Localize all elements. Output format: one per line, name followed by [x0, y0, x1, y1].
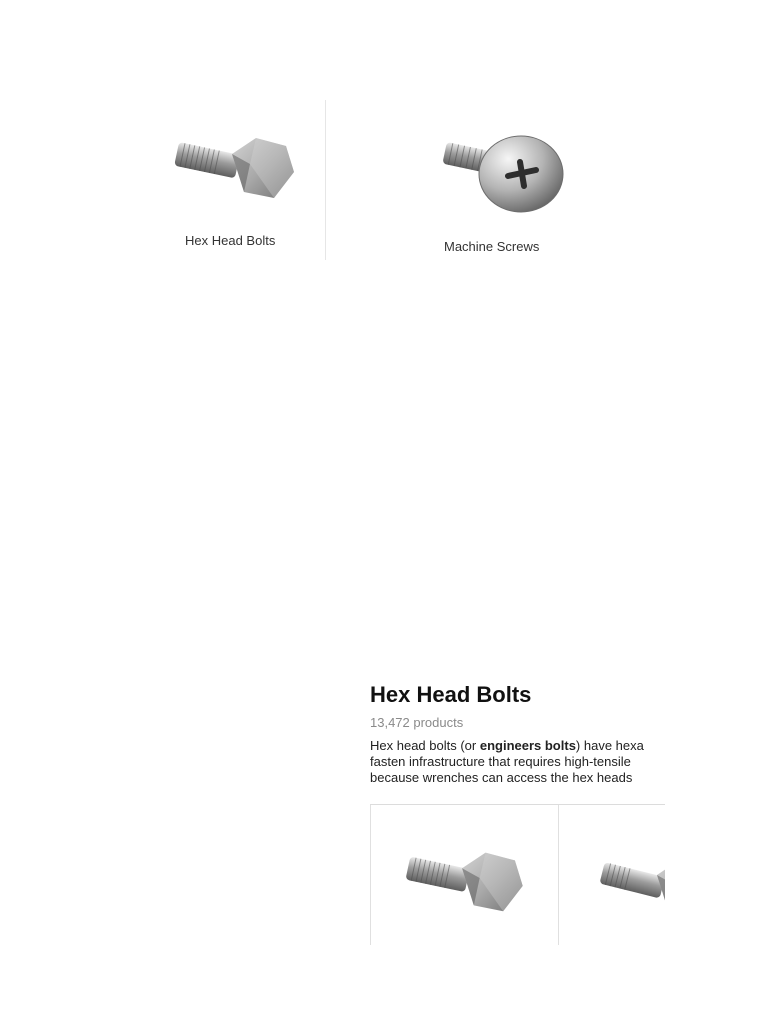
product-card[interactable] [558, 805, 665, 945]
product-grid [370, 804, 665, 945]
product-count: 13,472 products [370, 715, 464, 730]
description-line-3: because wrenches can access the hex heads [370, 770, 633, 785]
description-line-1 [370, 738, 665, 754]
description-text: Hex head bolts (or [370, 738, 480, 753]
hex-head-bolt-icon [595, 841, 665, 933]
category-label: Hex Head Bolts [185, 233, 276, 248]
category-card-hex-head-bolts[interactable] [150, 100, 325, 260]
category-card-machine-screws[interactable] [326, 100, 626, 260]
description-text: ) have hexa [575, 738, 644, 753]
machine-screw-icon [438, 130, 568, 218]
hex-head-bolt-icon [170, 120, 300, 212]
description-bold-term: engineers bolts [479, 738, 576, 753]
description-line-2: fasten infrastructure that requires high-tensile [370, 754, 631, 769]
category-detail-panel [370, 678, 665, 948]
category-description [370, 738, 665, 786]
product-card[interactable] [370, 805, 559, 945]
category-grid [0, 0, 768, 270]
hex-head-bolt-icon [401, 835, 529, 925]
category-label: Machine Screws [444, 239, 540, 254]
page-title: Hex Head Bolts [370, 682, 532, 707]
